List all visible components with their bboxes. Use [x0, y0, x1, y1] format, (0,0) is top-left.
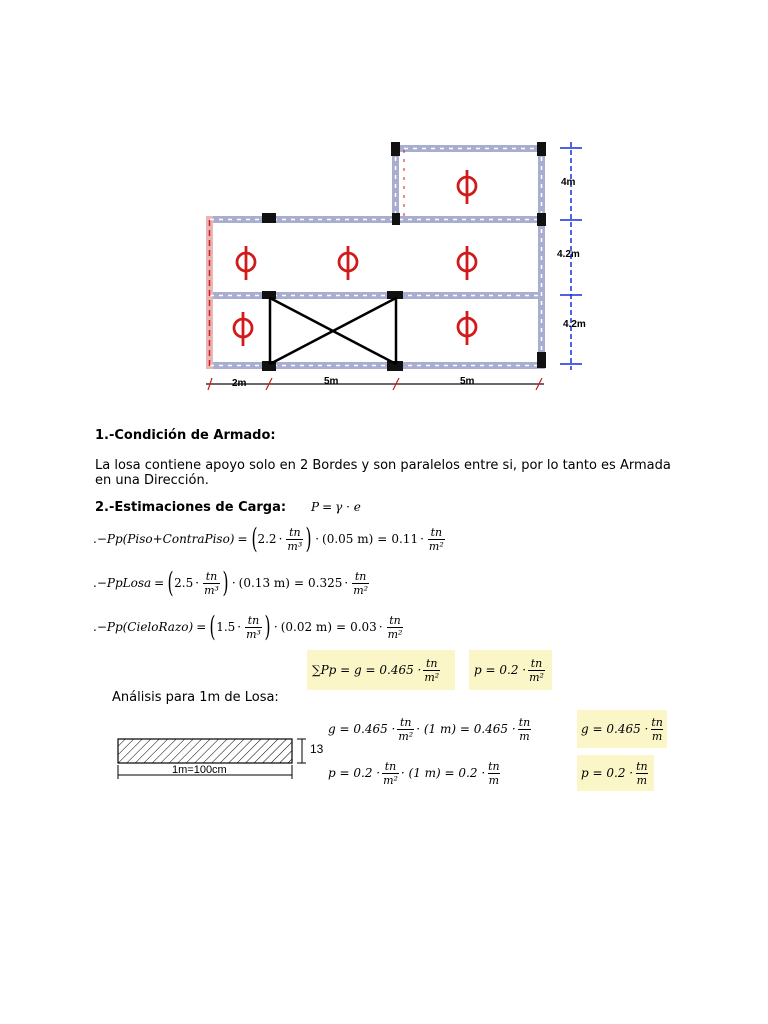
formula-rhs: γ · e [335, 500, 361, 514]
beams [206, 145, 545, 369]
cross-bracing [270, 297, 396, 364]
section-2-title: 2.-Estimaciones de Carga: [95, 500, 287, 515]
sum-pp-unit: $\frac{tn}{\text{m²}}$ [424, 656, 440, 684]
column [392, 213, 400, 225]
eq-cielo-thick: (0.02 m) [280, 620, 332, 634]
slab-width-label: 1m=100cm [172, 764, 227, 776]
analysis-title: Análisis para 1m de Losa: [112, 690, 279, 705]
g-result-unit: $\frac{tn}{m}$ [651, 715, 663, 743]
g-result-text: g = 0.465 · [581, 722, 649, 736]
dim-label-2m: 2m [232, 378, 247, 389]
eq-piso-thick: (0.05 m) [322, 532, 374, 546]
eq-cielo-unit-2: $\frac{tn}{\text{m²}}$ [387, 613, 403, 641]
p-calc-unit-1: $\frac{tn}{\text{m²}}$ [383, 759, 398, 787]
formula-lhs: P [311, 500, 320, 514]
eq-losa-coef: 2.5 [174, 576, 194, 590]
beam-centerlines [210, 148, 542, 366]
dim-label-5m-right: 5m [460, 376, 475, 387]
load-formula [311, 500, 361, 514]
column [537, 213, 546, 226]
section-1-line-1: La losa contiene apoyo solo en 2 Bordes y son paralelos entre si, por lo tanto es Armada [95, 458, 671, 473]
eq-losa-thick: (0.13 m) [238, 576, 290, 590]
p-result-text: p = 0.2 · [581, 766, 634, 780]
eq-piso-coef: 2.2 [257, 532, 277, 546]
slab-symbol-icon [234, 312, 252, 346]
eq-cielo-unit-1: $\frac{tn}{\text{m³}}$ [246, 613, 261, 641]
g-result-equation [581, 712, 666, 746]
dim-label-5m-left: 5m [324, 376, 339, 387]
g-calc-unit-1: $\frac{tn}{\text{m²}}$ [398, 715, 414, 743]
columns [262, 142, 546, 371]
eq-losa-result: 0.325 [308, 576, 343, 590]
eq-cielo-prefix: .−Pp(CieloRazo) [93, 620, 194, 634]
slab-hatched-section [118, 739, 292, 763]
eq-losa-prefix: .−PpLosa [93, 576, 152, 590]
slab-symbol-icon [339, 246, 357, 280]
section-1-line-2: en una Dirección. [95, 473, 209, 488]
floor-plan-drawing [0, 0, 768, 400]
eq-cielo-result: 0.03 [350, 620, 377, 634]
g-calc-part-a: g = 0.465 · [328, 722, 396, 736]
column [391, 142, 400, 156]
slab-thickness-label: 13 [310, 742, 324, 756]
slab-symbol-icon [458, 246, 476, 280]
bottom-dimension-line [206, 378, 544, 390]
dim-label-4m: 4m [561, 177, 576, 188]
eq-piso-unit-2: $\frac{tn}{\text{m²}}$ [428, 525, 444, 553]
p-calc-unit-2: $\frac{tn}{m}$ [488, 759, 500, 787]
g-calc-unit-2: $\frac{tn}{m}$ [518, 715, 531, 743]
sum-pp-text: ∑Pp = g = 0.465 · [312, 663, 422, 677]
formula-eq: = [322, 500, 333, 514]
g-per-meter-calc [328, 712, 533, 746]
column [537, 352, 546, 368]
section-1-title: 1.-Condición de Armado: [95, 428, 276, 443]
eq-piso-prefix: .−Pp(Piso+ContraPiso) [93, 532, 235, 546]
p-live-equation [474, 653, 547, 687]
column [262, 213, 276, 223]
dim-label-4-2m-bottom: 4.2m [563, 319, 586, 330]
eq-piso-contrapiso: .−Pp(Piso+ContraPiso) = ( 2.2 · $\frac{tn}{\text{m³}}$ ) · (0.05 m) = 0.11 · $\frac{tn}{\text{m²}}$ [93, 522, 444, 555]
p-result-unit: $\frac{tn}{m}$ [636, 759, 648, 787]
slab-symbol-icon [237, 246, 255, 280]
p-result-equation [581, 756, 651, 790]
eq-losa: .−PpLosa = ( 2.5 · $\frac{tn}{\text{m³}}$ ) · (0.13 m) = 0.325 · $\frac{tn}{\text{m²}}$ [93, 566, 369, 599]
eq-losa-unit-2: $\frac{tn}{\text{m²}}$ [353, 569, 369, 597]
p-per-meter-calc [328, 756, 503, 790]
sum-pp-equation [312, 653, 442, 687]
p-live-unit: $\frac{tn}{\text{m²}}$ [529, 656, 544, 684]
p-calc-part-b: · (1 m) = 0.2 · [400, 766, 486, 780]
eq-cielo-razo: .−Pp(CieloRazo) = ( 1.5 · $\frac{tn}{\text{m³}}$ ) · (0.02 m) = 0.03 · $\frac{tn}{\text{m²}}$ [93, 610, 403, 643]
eq-piso-unit-1: $\frac{tn}{\text{m³}}$ [287, 525, 303, 553]
eq-losa-unit-1: $\frac{tn}{\text{m³}}$ [204, 569, 219, 597]
p-calc-part-a: p = 0.2 · [328, 766, 381, 780]
slab-symbol-icon [458, 311, 476, 345]
slab-symbol-icon [458, 170, 476, 204]
dim-label-4-2m-top: 4.2m [557, 249, 580, 260]
eq-piso-result: 0.11 [391, 532, 419, 546]
column [537, 142, 546, 156]
p-live-text: p = 0.2 · [474, 663, 527, 677]
g-calc-part-b: · (1 m) = 0.465 · [416, 722, 516, 736]
eq-cielo-coef: 1.5 [216, 620, 236, 634]
